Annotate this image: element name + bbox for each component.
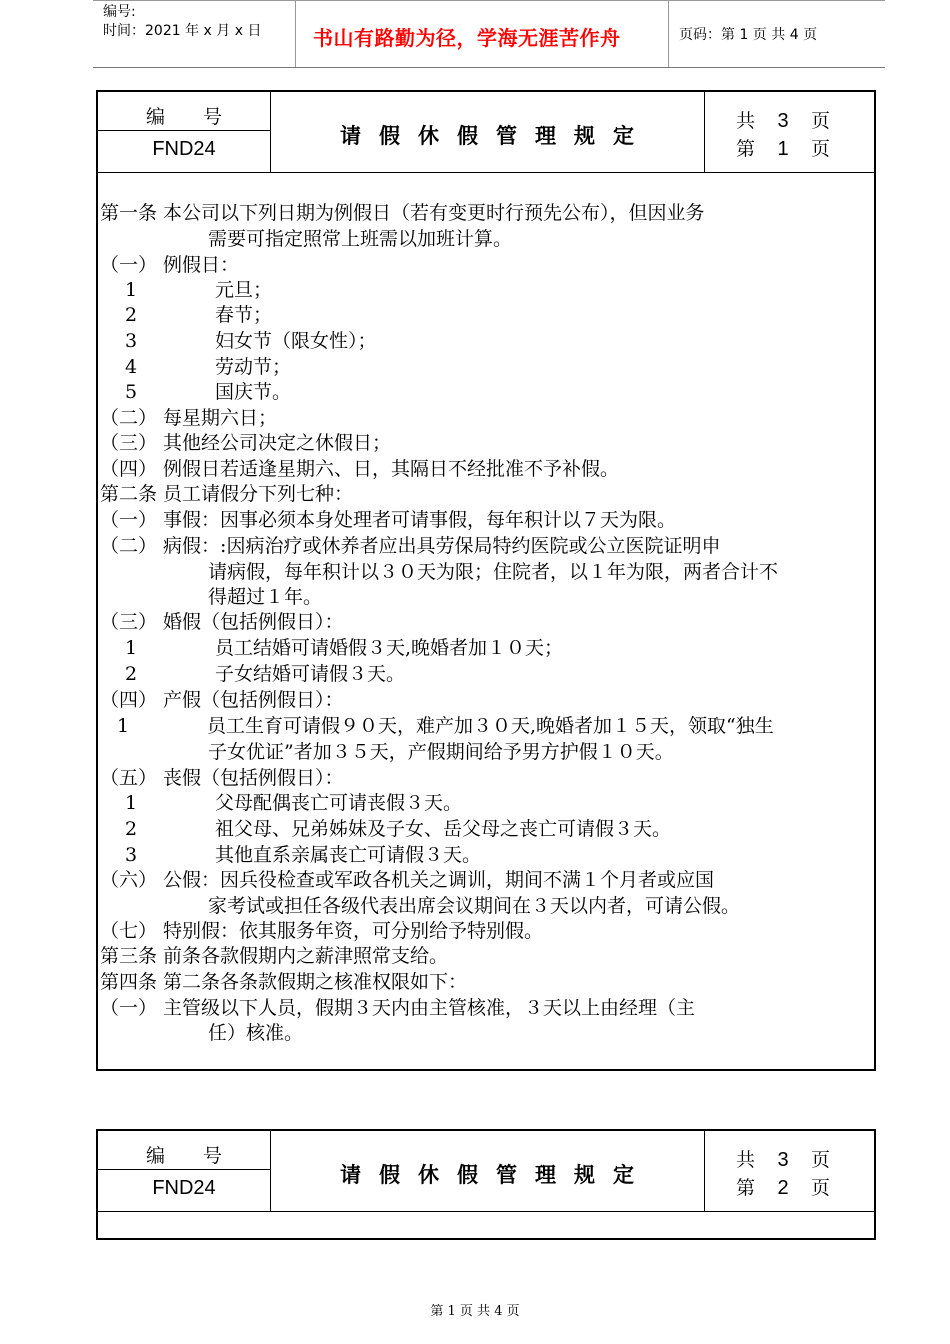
item-text: 子女结婚可请假３天。 [215, 663, 406, 685]
page-unit: 页 [811, 110, 831, 132]
page-count-cell [704, 1131, 874, 1211]
document-frame-page-2 [96, 1129, 876, 1240]
total-value: 3 [777, 110, 789, 132]
article-line: （四） 例假日若适逢星期六、日，其隔日不经批准不予补假。 [100, 458, 620, 480]
item-text: 子女优证”者加３５天，产假期间给予男方护假１０天。 [208, 741, 674, 763]
document-title: 请假休假管理规定 [340, 1163, 652, 1187]
item-number: 3 [125, 330, 138, 352]
item-number: 1 [125, 637, 138, 659]
title-cell [270, 1131, 705, 1211]
total-label: 共 [736, 1149, 756, 1171]
article-line: 第四条 第二条各条款假期之核准权限如下： [100, 971, 468, 993]
code-cell [98, 92, 271, 172]
code-divider [98, 130, 270, 131]
item-text: 员工生育可请假９０天，难产加３０天,晚婚者加１５天，领取“独生 [207, 715, 774, 737]
current-label: 第 [736, 1177, 756, 1199]
header-date: 时间：2021 年 x 月 x 日 [103, 23, 262, 39]
article-line: 家考试或担任各级代表出席会议期间在３天以内者，可请公假。 [208, 895, 741, 917]
item-number: 2 [125, 304, 138, 326]
item-number: 5 [125, 381, 138, 403]
item-text: 劳动节； [215, 356, 292, 378]
article-line: 需要可指定照常上班需以加班计算。 [208, 228, 513, 250]
total-value: 3 [777, 1149, 789, 1171]
header-page-info: 页码：第 1 页 共 4 页 [679, 27, 818, 43]
item-text: 员工结婚可请婚假３天,晚婚者加１０天； [215, 637, 564, 659]
header-row-bottom-rule [98, 172, 874, 173]
current-value: 2 [777, 1177, 789, 1199]
total-pages-row [736, 106, 830, 133]
article-line: 请病假，每年积计以３０天为限；住院者，以１年为限，两者合计不 [208, 561, 779, 583]
item-number: 2 [125, 818, 138, 840]
item-number: 4 [125, 356, 138, 378]
page-count-cell [704, 92, 874, 172]
item-text: 春节； [215, 304, 273, 326]
code-cell [98, 1131, 271, 1211]
item-number: 1 [125, 792, 138, 814]
item-text: 元旦； [215, 279, 273, 301]
article-line: （六） 公假：因兵役检查或军政各机关之调训，期间不满１个月者或应国 [100, 869, 715, 891]
current-label: 第 [736, 138, 756, 160]
article-line: （二） 每星期六日； [100, 407, 278, 429]
item-text: 祖父母、兄弟姊妹及子女、岳父母之丧亡可请假３天。 [215, 818, 672, 840]
article-line: （五） 丧假（包括例假日）： [100, 767, 344, 789]
article-line: （三） 婚假（包括例假日）： [100, 611, 344, 633]
article-line: （一） 主管级以下人员，假期３天内由主管核准，３天以上由经理（主 [100, 997, 696, 1019]
article-line: （七） 特别假：依其服务年资，可分别给予特别假。 [100, 920, 544, 942]
header-motto: 书山有路勤为径，学海无涯苦作舟 [313, 26, 621, 50]
header-bottom-rule [93, 67, 885, 68]
header-number-label: 编号: [103, 4, 136, 20]
item-text: 父母配偶丧亡可请丧假３天。 [215, 792, 463, 814]
total-pages-row [736, 1145, 830, 1172]
article-line: （三） 其他经公司决定之休假日； [100, 432, 392, 454]
article-line: 任）核准。 [208, 1022, 304, 1044]
current-page-row [736, 1173, 830, 1200]
code-divider [98, 1169, 270, 1170]
current-page-row [736, 134, 830, 161]
item-number: 2 [125, 663, 138, 685]
header-top-rule [93, 0, 885, 1]
article-line: （二） 病假：:因病治疗或休养者应出具劳保局特约医院或公立医院证明申 [100, 535, 721, 557]
article-line: 第二条 员工请假分下列七种： [100, 483, 354, 505]
item-text: 其他直系亲属丧亡可请假３天。 [215, 844, 482, 866]
header-row-bottom-rule [98, 1211, 874, 1212]
title-cell [270, 92, 705, 172]
header-divider-right [668, 0, 669, 67]
current-value: 1 [777, 138, 789, 160]
item-number: 1 [117, 715, 130, 737]
article-line: 得超过１年。 [208, 586, 323, 608]
header-divider-left [295, 0, 296, 67]
code-label: 编号 [145, 106, 260, 128]
article-line: （一） 例假日： [100, 254, 240, 276]
code-value: FND24 [152, 1177, 216, 1199]
item-number: 3 [125, 844, 138, 866]
item-text: 国庆节。 [215, 381, 292, 403]
code-label: 编号 [145, 1145, 260, 1167]
page-unit: 页 [811, 138, 831, 160]
page-unit: 页 [811, 1177, 831, 1199]
item-number: 1 [125, 279, 138, 301]
article-line: 第三条 前条各款假期内之薪津照常支给。 [100, 945, 449, 967]
document-title: 请假休假管理规定 [340, 124, 652, 148]
article-line: （一） 事假：因事必须本身处理者可请事假，每年积计以７天为限。 [100, 509, 677, 531]
total-label: 共 [736, 110, 756, 132]
article-line: （四） 产假（包括例假日）： [100, 689, 344, 711]
page-footer: 第 1 页 共 4 页 [430, 1304, 520, 1319]
article-line: 第一条 本公司以下列日期为例假日（若有变更时行预先公布），但因业务 [100, 202, 705, 224]
page-unit: 页 [811, 1149, 831, 1171]
item-text: 妇女节（限女性）； [215, 330, 377, 352]
code-value: FND24 [152, 138, 216, 160]
